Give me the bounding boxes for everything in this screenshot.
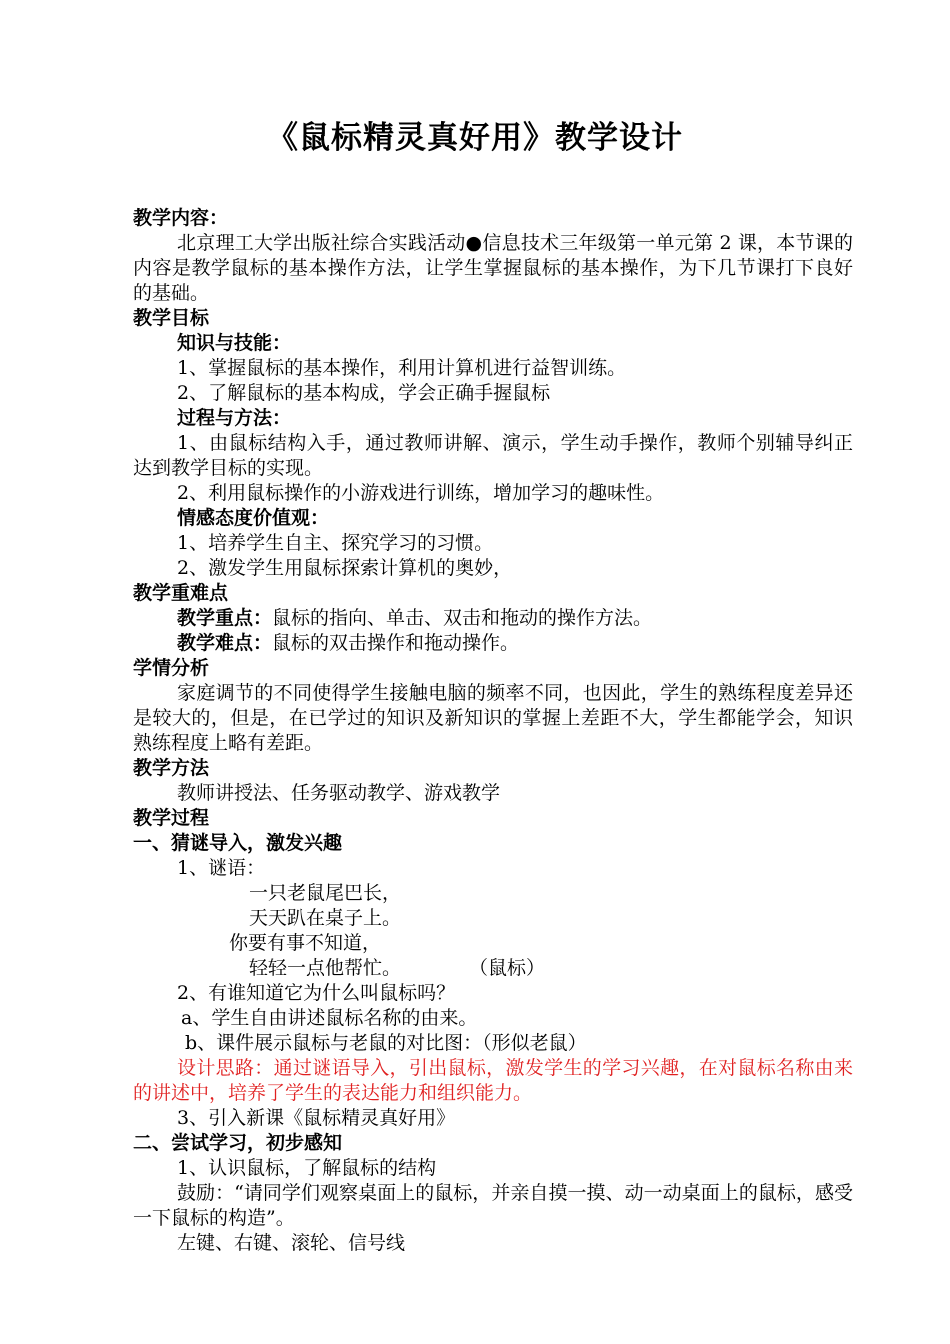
riddle-line-4: [133, 956, 853, 981]
mouse-parts: 左键、右键、滚轮、信号线: [177, 1232, 406, 1254]
riddle-line-4-text: 轻轻一点他帮忙。: [249, 957, 402, 979]
riddle-answer: （鼠标）: [469, 957, 546, 979]
goals-heading: 教学目标: [133, 307, 210, 329]
step1-item-2a: a、学生自由讲述鼠标名称的由来。: [181, 1007, 478, 1029]
knowledge-item-1: 1、掌握鼠标的基本操作，利用计算机进行益智训练。: [177, 357, 627, 379]
difficulty-text: 鼠标的双击操作和拖动操作。: [272, 632, 520, 654]
difficulty-line: [133, 631, 853, 656]
method-heading: 教学方法: [133, 757, 210, 779]
key-point-line: [133, 606, 853, 631]
process-item-1: 1、由鼠标结构入手，通过教师讲解、演示，学生动手操作，教师个别辅导纠正达到教学目标的实现。: [133, 432, 853, 479]
key-points-heading: 教学重难点: [133, 582, 229, 604]
process-item-2: 2、利用鼠标操作的小游戏进行训练，增加学习的趣味性。: [177, 482, 665, 504]
procedure-heading: 教学过程: [133, 807, 210, 829]
method-text: 教师讲授法、任务驱动教学、游戏教学: [177, 782, 501, 804]
emotion-heading: 情感态度价值观：: [177, 507, 330, 529]
step1-item-3: 3、引入新课《鼠标精灵真好用》: [177, 1107, 456, 1129]
riddle-line-1: 一只老鼠尾巴长，: [249, 882, 402, 904]
key-point-label: 教学重点：: [177, 607, 273, 629]
emotion-item-1: 1、培养学生自主、探究学习的习惯。: [177, 532, 494, 554]
content-heading: 教学内容：: [133, 207, 229, 229]
step1-item-2b: b、课件展示鼠标与老鼠的对比图：（形似老鼠）: [185, 1032, 587, 1054]
difficulty-label: 教学难点：: [177, 632, 273, 654]
key-point-text: 鼠标的指向、单击、双击和拖动的操作方法。: [272, 607, 653, 629]
document-body: [133, 206, 853, 1256]
step2-heading: 二、尝试学习，初步感知: [133, 1132, 343, 1154]
process-heading: 过程与方法：: [177, 407, 292, 429]
encourage-paragraph: 鼓励：“请同学们观察桌面上的鼠标，并亲自摸一摸、动一动桌面上的鼠标，感受一下鼠标的构造”。: [133, 1182, 853, 1229]
riddle-line-2: 天天趴在桌子上。: [249, 907, 402, 929]
design-note: 设计思路：通过谜语导入，引出鼠标，激发学生的学习兴趣，在对鼠标名称由来的讲述中，培养了学生的表达能力和组织能力。: [133, 1057, 853, 1104]
knowledge-item-2: 2、了解鼠标的基本构成，学会正确手握鼠标: [177, 382, 551, 404]
analysis-heading: 学情分析: [133, 657, 210, 679]
knowledge-heading: 知识与技能：: [177, 332, 292, 354]
step1-item-2: 2、有谁知道它为什么叫鼠标吗？: [177, 982, 456, 1004]
step1-item-1: 1、谜语：: [177, 857, 266, 879]
emotion-item-2: 2、激发学生用鼠标探索计算机的奥妙，: [177, 557, 513, 579]
content-paragraph: 北京理工大学出版社综合实践活动●信息技术三年级第一单元第 2 课，本节课的内容是教学鼠标的基本操作方法，让学生掌握鼠标的基本操作，为下几节课打下良好的基础。: [133, 232, 853, 304]
step1-heading: 一、猜谜导入，激发兴趣: [133, 832, 343, 854]
page-title: 《鼠标精灵真好用》教学设计: [267, 120, 683, 156]
analysis-paragraph: 家庭调节的不同使得学生接触电脑的频率不同，也因此，学生的熟练程度差异还是较大的，但是，在已学过的知识及新知识的掌握上差距不大，学生都能学会，知识熟练程度上略有差距。: [133, 682, 853, 754]
step2-item-1: 1、认识鼠标，了解鼠标的结构: [177, 1157, 437, 1179]
riddle-line-3: 你要有事不知道，: [229, 932, 382, 954]
